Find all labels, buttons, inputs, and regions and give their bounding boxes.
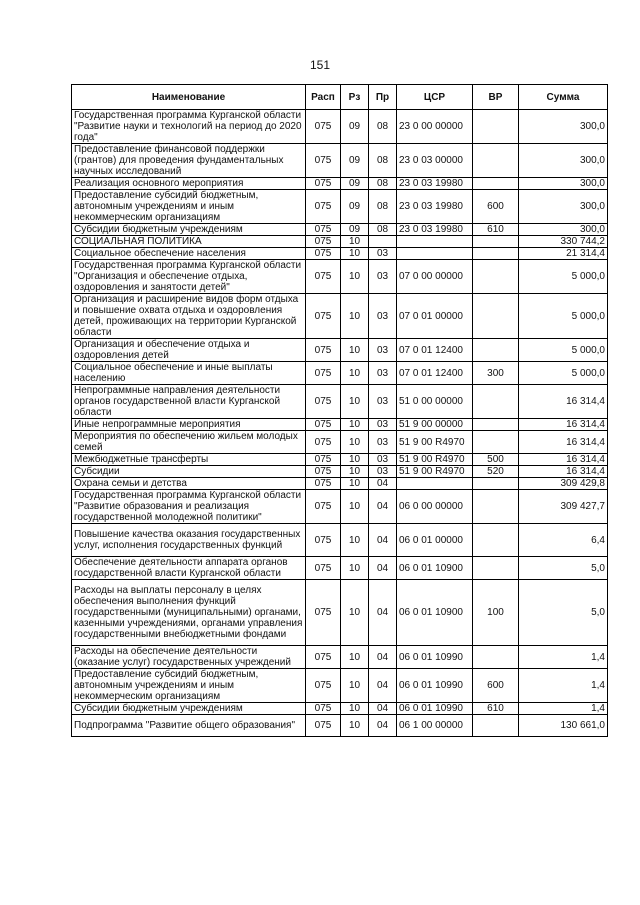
row-name: Предоставление финансовой поддержки (грантов) для проведения фундаментальных научных исследований — [72, 144, 306, 178]
table-row — [72, 144, 608, 178]
row-rasp: 075 — [306, 362, 341, 385]
header-csr: ЦСР — [397, 85, 473, 110]
row-csr — [397, 248, 473, 260]
row-pr: 03 — [369, 260, 397, 294]
row-sum: 309 427,7 — [519, 490, 608, 524]
table-row — [72, 419, 608, 431]
row-csr: 23 0 03 19980 — [397, 224, 473, 236]
row-rz: 10 — [341, 524, 369, 557]
row-pr: 03 — [369, 385, 397, 419]
row-rz: 10 — [341, 557, 369, 580]
row-rz: 10 — [341, 248, 369, 260]
row-sum: 5 000,0 — [519, 294, 608, 339]
row-name: Субсидии бюджетным учреждениям — [72, 703, 306, 715]
table-row — [72, 248, 608, 260]
row-name: Предоставление субсидий бюджетным, автономным учреждениям и иным некоммерческим организациям — [72, 190, 306, 224]
row-vr: 500 — [473, 454, 519, 466]
row-csr: 06 0 01 00000 — [397, 524, 473, 557]
row-rz: 10 — [341, 580, 369, 646]
row-csr: 23 0 03 00000 — [397, 144, 473, 178]
row-csr: 51 0 00 00000 — [397, 385, 473, 419]
row-pr: 03 — [369, 248, 397, 260]
row-rz: 09 — [341, 178, 369, 190]
row-rasp: 075 — [306, 339, 341, 362]
row-name: Повышение качества оказания государственных услуг, исполнения государственных функций — [72, 524, 306, 557]
row-vr: 600 — [473, 669, 519, 703]
row-name: Подпрограмма "Развитие общего образования" — [72, 715, 306, 737]
table-body — [72, 110, 608, 737]
row-name: Субсидии бюджетным учреждениям — [72, 224, 306, 236]
row-vr — [473, 236, 519, 248]
table-row — [72, 236, 608, 248]
table-row — [72, 431, 608, 454]
row-sum: 21 314,4 — [519, 248, 608, 260]
row-sum: 330 744,2 — [519, 236, 608, 248]
row-rasp: 075 — [306, 110, 341, 144]
row-rz: 10 — [341, 385, 369, 419]
row-csr: 06 0 01 10900 — [397, 557, 473, 580]
row-sum: 1,4 — [519, 646, 608, 669]
table-row — [72, 190, 608, 224]
table-row — [72, 646, 608, 669]
table-row — [72, 224, 608, 236]
row-csr: 06 0 00 00000 — [397, 490, 473, 524]
row-rasp: 075 — [306, 580, 341, 646]
row-rasp: 075 — [306, 248, 341, 260]
header-rz: Рз — [341, 85, 369, 110]
row-rasp: 075 — [306, 431, 341, 454]
row-csr: 23 0 00 00000 — [397, 110, 473, 144]
row-csr: 23 0 03 19980 — [397, 178, 473, 190]
row-rz: 10 — [341, 431, 369, 454]
row-name: Государственная программа Курганской области "Организация и обеспечение отдыха, оздоровления и занятости детей" — [72, 260, 306, 294]
table-row — [72, 294, 608, 339]
row-rasp: 075 — [306, 260, 341, 294]
row-rz: 09 — [341, 224, 369, 236]
row-rz: 10 — [341, 669, 369, 703]
table-header-row — [72, 85, 608, 110]
header-rasp: Расп — [306, 85, 341, 110]
row-csr: 51 9 00 R4970 — [397, 431, 473, 454]
row-vr: 100 — [473, 580, 519, 646]
row-rasp: 075 — [306, 466, 341, 478]
row-rasp: 075 — [306, 385, 341, 419]
row-rasp: 075 — [306, 224, 341, 236]
row-name: Непрограммные направления деятельности органов государственной власти Курганской области — [72, 385, 306, 419]
row-sum: 1,4 — [519, 703, 608, 715]
row-name: Предоставление субсидий бюджетным, автономным учреждениям и иным некоммерческим организациям — [72, 669, 306, 703]
row-sum: 5,0 — [519, 580, 608, 646]
row-sum: 130 661,0 — [519, 715, 608, 737]
row-rz: 10 — [341, 362, 369, 385]
row-pr: 04 — [369, 580, 397, 646]
row-pr: 04 — [369, 557, 397, 580]
row-sum: 300,0 — [519, 144, 608, 178]
row-vr — [473, 178, 519, 190]
table-row — [72, 580, 608, 646]
row-rasp: 075 — [306, 557, 341, 580]
row-pr: 08 — [369, 178, 397, 190]
row-rasp: 075 — [306, 478, 341, 490]
row-rz: 10 — [341, 454, 369, 466]
table-row — [72, 385, 608, 419]
row-csr: 07 0 01 12400 — [397, 362, 473, 385]
row-pr: 08 — [369, 190, 397, 224]
header-pr: Пр — [369, 85, 397, 110]
row-pr: 04 — [369, 715, 397, 737]
row-csr: 51 9 00 R4970 — [397, 454, 473, 466]
row-name: Организация и расширение видов форм отдыха и повышение охвата отдыха и оздоровления детей, проживающих на территории Курганской области — [72, 294, 306, 339]
row-vr — [473, 385, 519, 419]
row-vr — [473, 431, 519, 454]
row-name: Межбюджетные трансферты — [72, 454, 306, 466]
table-row — [72, 715, 608, 737]
row-sum: 300,0 — [519, 190, 608, 224]
row-csr: 07 0 01 12400 — [397, 339, 473, 362]
row-rz: 10 — [341, 646, 369, 669]
row-rasp: 075 — [306, 703, 341, 715]
row-pr: 03 — [369, 454, 397, 466]
row-vr — [473, 110, 519, 144]
table-row — [72, 557, 608, 580]
row-rasp: 075 — [306, 294, 341, 339]
row-sum: 16 314,4 — [519, 454, 608, 466]
row-rz: 09 — [341, 144, 369, 178]
row-pr: 04 — [369, 669, 397, 703]
row-csr: 06 0 01 10900 — [397, 580, 473, 646]
row-sum: 300,0 — [519, 110, 608, 144]
row-rz: 10 — [341, 339, 369, 362]
row-csr: 51 9 00 R4970 — [397, 466, 473, 478]
row-sum: 16 314,4 — [519, 431, 608, 454]
row-csr: 23 0 03 19980 — [397, 190, 473, 224]
row-sum: 16 314,4 — [519, 385, 608, 419]
row-rasp: 075 — [306, 454, 341, 466]
row-name: Охрана семьи и детства — [72, 478, 306, 490]
row-vr — [473, 144, 519, 178]
row-rasp: 075 — [306, 490, 341, 524]
row-sum: 309 429,8 — [519, 478, 608, 490]
row-pr: 04 — [369, 646, 397, 669]
header-sum: Сумма — [519, 85, 608, 110]
row-sum: 300,0 — [519, 224, 608, 236]
row-pr: 03 — [369, 431, 397, 454]
row-rz: 10 — [341, 715, 369, 737]
row-vr — [473, 715, 519, 737]
row-pr: 04 — [369, 524, 397, 557]
page-number: 151 — [309, 58, 331, 72]
row-sum: 1,4 — [519, 669, 608, 703]
row-pr: 04 — [369, 478, 397, 490]
row-rasp: 075 — [306, 178, 341, 190]
table-row — [72, 478, 608, 490]
row-pr — [369, 236, 397, 248]
row-vr — [473, 248, 519, 260]
row-rz: 10 — [341, 490, 369, 524]
row-rz: 10 — [341, 294, 369, 339]
row-name: Реализация основного мероприятия — [72, 178, 306, 190]
row-vr: 300 — [473, 362, 519, 385]
row-vr — [473, 646, 519, 669]
table-row — [72, 669, 608, 703]
row-sum: 16 314,4 — [519, 419, 608, 431]
row-vr: 600 — [473, 190, 519, 224]
table-row — [72, 524, 608, 557]
row-name: Организация и обеспечение отдыха и оздоровления детей — [72, 339, 306, 362]
row-rz: 10 — [341, 703, 369, 715]
row-rz: 09 — [341, 110, 369, 144]
row-sum: 5 000,0 — [519, 339, 608, 362]
row-vr — [473, 478, 519, 490]
row-rasp: 075 — [306, 144, 341, 178]
row-pr: 03 — [369, 419, 397, 431]
row-rasp: 075 — [306, 190, 341, 224]
row-vr: 520 — [473, 466, 519, 478]
row-pr: 03 — [369, 339, 397, 362]
row-rz: 10 — [341, 419, 369, 431]
row-csr: 06 0 01 10990 — [397, 646, 473, 669]
row-vr — [473, 339, 519, 362]
row-csr: 07 0 01 00000 — [397, 294, 473, 339]
row-vr — [473, 524, 519, 557]
row-csr: 06 1 00 00000 — [397, 715, 473, 737]
row-vr — [473, 419, 519, 431]
row-rz: 09 — [341, 190, 369, 224]
row-name: Государственная программа Курганской области "Развитие образования и реализация государственной молодежной политики" — [72, 490, 306, 524]
row-pr: 03 — [369, 362, 397, 385]
row-vr: 610 — [473, 224, 519, 236]
row-rasp: 075 — [306, 646, 341, 669]
row-csr: 51 9 00 00000 — [397, 419, 473, 431]
row-rasp: 075 — [306, 524, 341, 557]
table-row — [72, 362, 608, 385]
row-rasp: 075 — [306, 669, 341, 703]
row-csr — [397, 236, 473, 248]
table-row — [72, 110, 608, 144]
table-row — [72, 703, 608, 715]
row-name: Субсидии — [72, 466, 306, 478]
row-vr: 610 — [473, 703, 519, 715]
row-csr: 06 0 01 10990 — [397, 669, 473, 703]
row-pr: 04 — [369, 490, 397, 524]
row-pr: 03 — [369, 294, 397, 339]
row-sum: 5 000,0 — [519, 260, 608, 294]
header-name: Наименование — [72, 85, 306, 110]
row-sum: 5 000,0 — [519, 362, 608, 385]
row-sum: 6,4 — [519, 524, 608, 557]
row-pr: 08 — [369, 144, 397, 178]
header-vr: ВР — [473, 85, 519, 110]
table-row — [72, 454, 608, 466]
table-row — [72, 490, 608, 524]
row-csr: 07 0 00 00000 — [397, 260, 473, 294]
row-rz: 10 — [341, 260, 369, 294]
row-sum: 300,0 — [519, 178, 608, 190]
row-csr — [397, 478, 473, 490]
row-vr — [473, 294, 519, 339]
row-pr: 08 — [369, 224, 397, 236]
row-rz: 10 — [341, 236, 369, 248]
row-rasp: 075 — [306, 715, 341, 737]
table-row — [72, 339, 608, 362]
row-name: СОЦИАЛЬНАЯ ПОЛИТИКА — [72, 236, 306, 248]
row-name: Социальное обеспечение и иные выплаты населению — [72, 362, 306, 385]
budget-table — [71, 84, 608, 737]
row-rasp: 075 — [306, 419, 341, 431]
row-rz: 10 — [341, 466, 369, 478]
row-vr — [473, 260, 519, 294]
table-row — [72, 260, 608, 294]
row-name: Расходы на обеспечение деятельности (оказание услуг) государственных учреждений — [72, 646, 306, 669]
row-name: Мероприятия по обеспечению жильем молодых семей — [72, 431, 306, 454]
row-rz: 10 — [341, 478, 369, 490]
row-sum: 16 314,4 — [519, 466, 608, 478]
row-pr: 03 — [369, 466, 397, 478]
row-sum: 5,0 — [519, 557, 608, 580]
row-vr — [473, 490, 519, 524]
row-name: Иные непрограммные мероприятия — [72, 419, 306, 431]
row-name: Обеспечение деятельности аппарата органов государственной власти Курганской области — [72, 557, 306, 580]
table-row — [72, 178, 608, 190]
row-csr: 06 0 01 10990 — [397, 703, 473, 715]
row-name: Социальное обеспечение населения — [72, 248, 306, 260]
row-name: Государственная программа Курганской области "Развитие науки и технологий на период до 2020 года" — [72, 110, 306, 144]
row-pr: 04 — [369, 703, 397, 715]
row-rasp: 075 — [306, 236, 341, 248]
row-name: Расходы на выплаты персоналу в целях обеспечения выполнения функций государственными (муниципальными) органами, казенными учреждениями, органами управления государственными внебюджетными фондами — [72, 580, 306, 646]
row-vr — [473, 557, 519, 580]
row-pr: 08 — [369, 110, 397, 144]
table-row — [72, 466, 608, 478]
